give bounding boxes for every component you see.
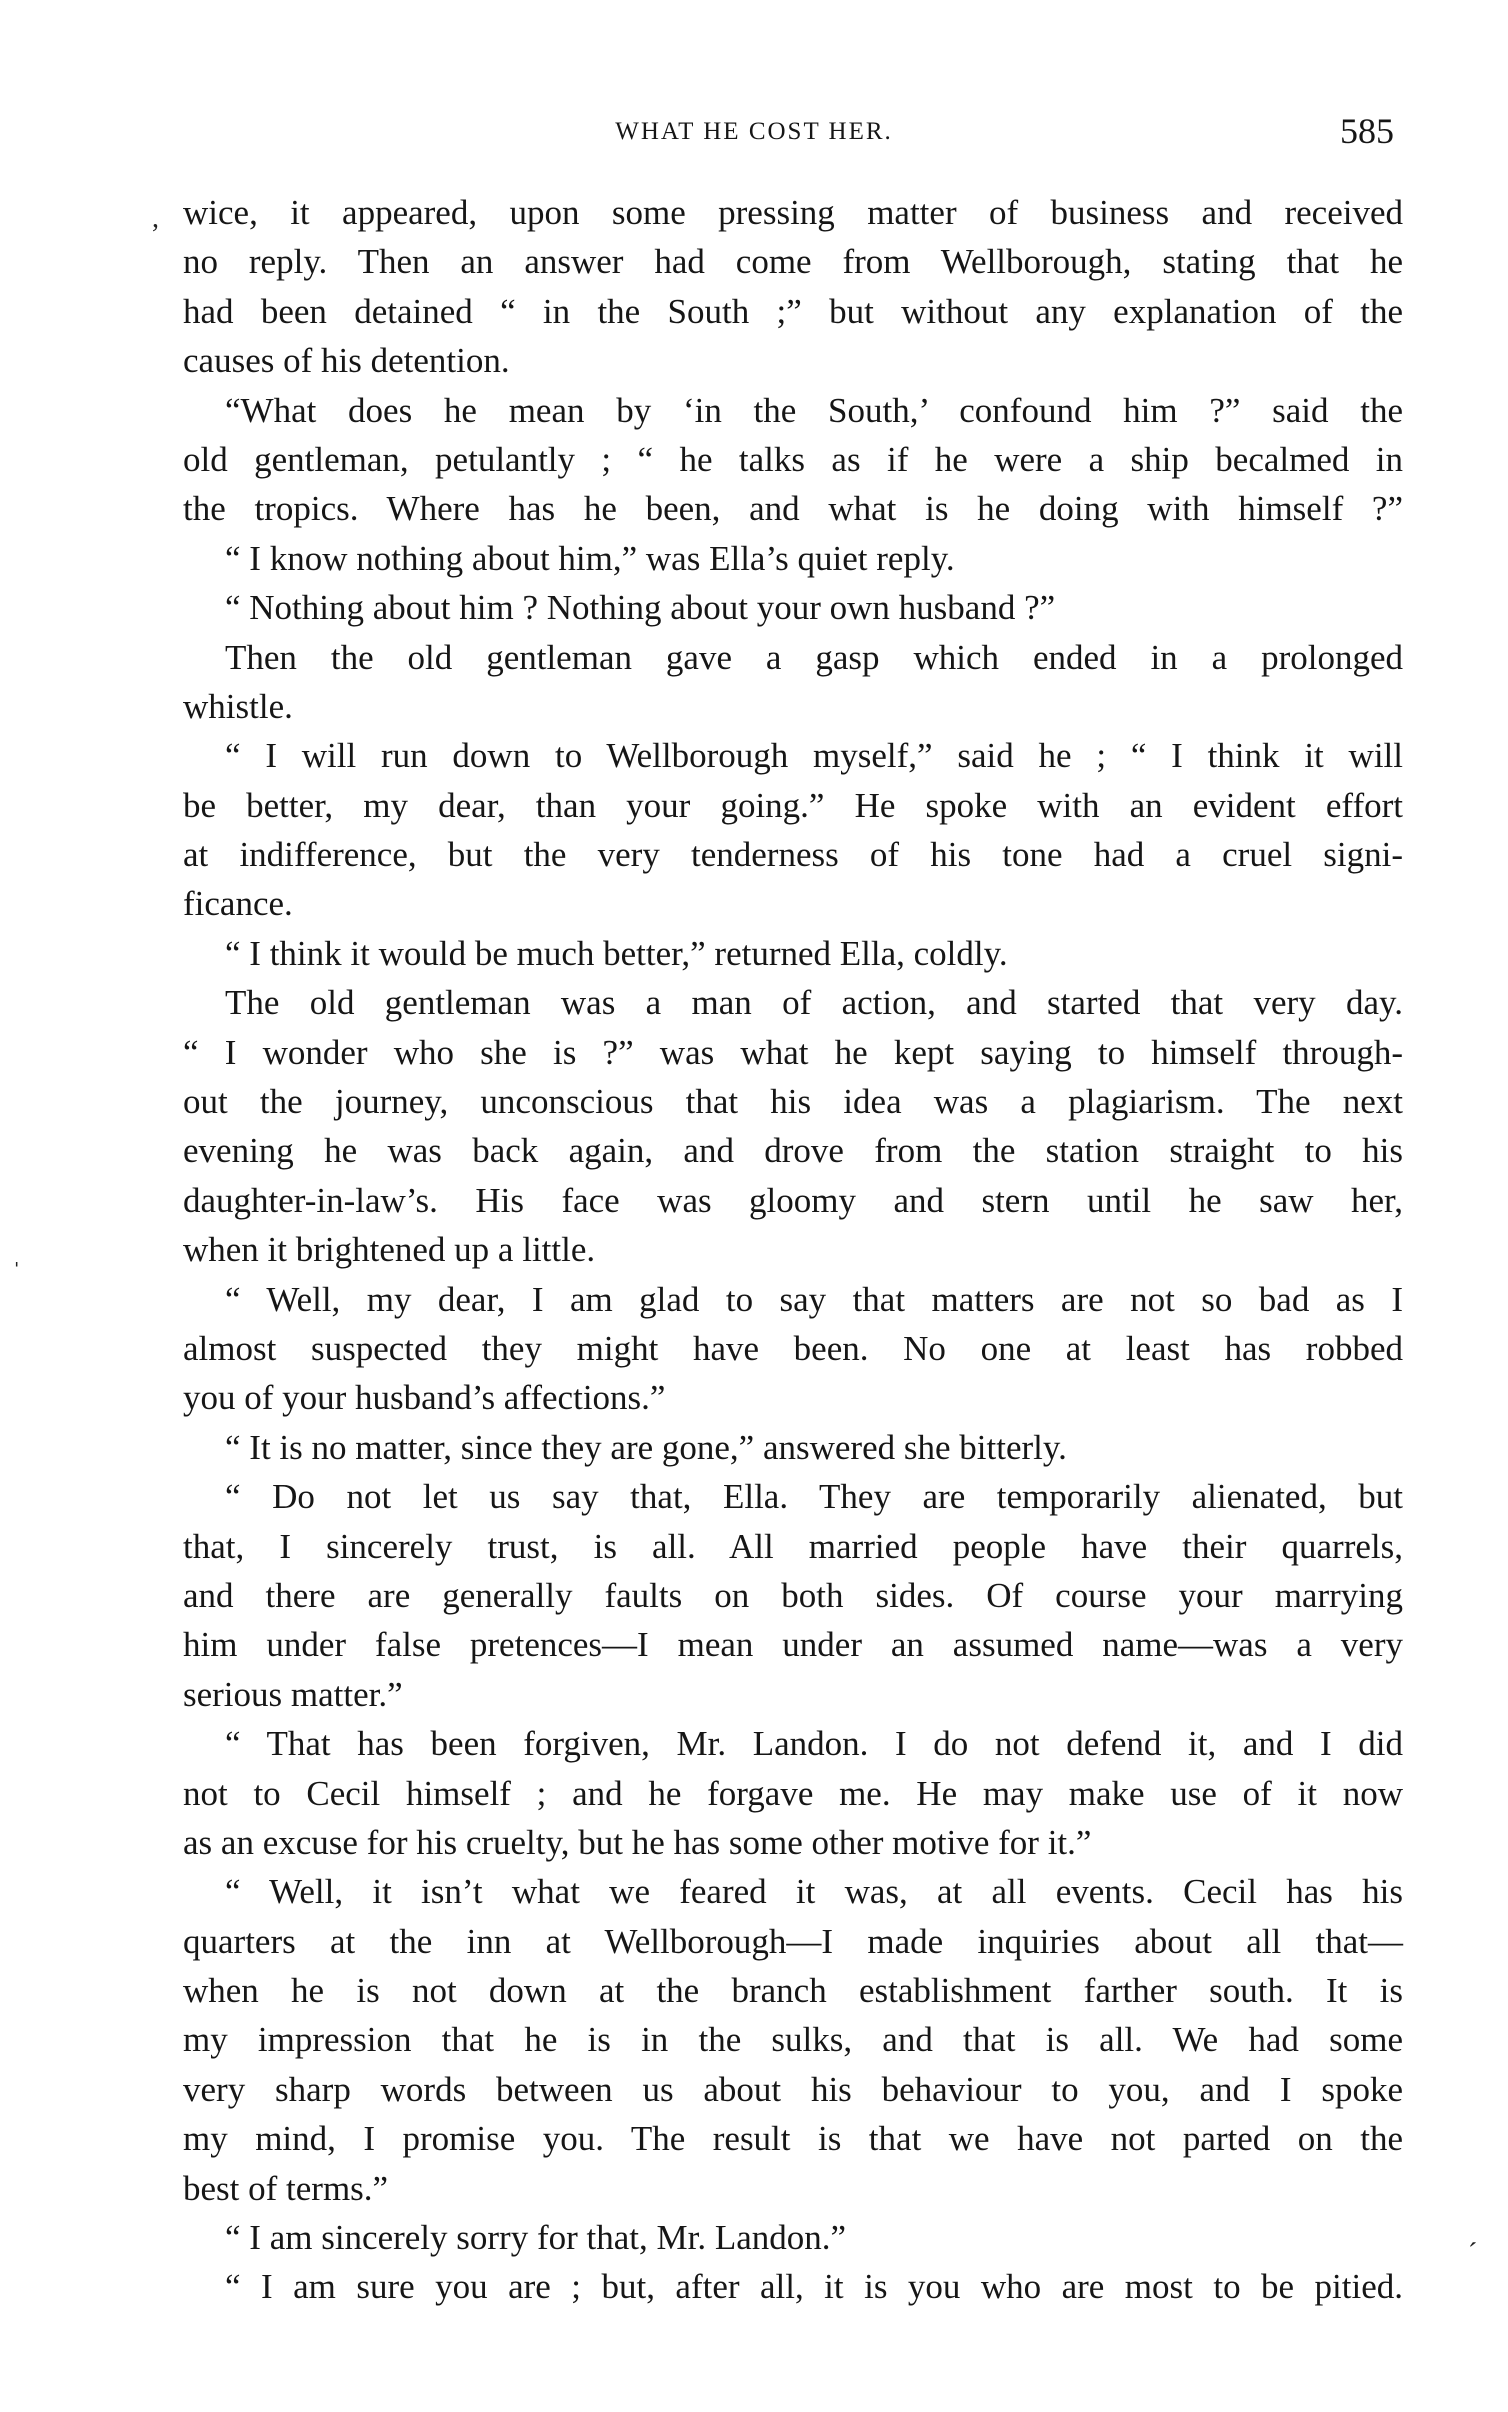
text-line: be better, my dear, than your going.” He spoke with an evident effort (183, 785, 1403, 825)
margin-speck: , (152, 203, 159, 234)
text-line: “ I know nothing about him,” was Ella’s quiet reply. (225, 538, 955, 578)
text-line: whistle. (183, 686, 293, 726)
text-line: “What does he mean by ‘in the South,’ confound him ?” said the (225, 390, 1403, 430)
text-line: you of your husband’s affections.” (183, 1378, 666, 1418)
text-line: had been detained “ in the South ;” but without any explanation of the (183, 291, 1403, 331)
text-line: him under false pretences—I mean under an assumed name—was a very (183, 1625, 1403, 1665)
text-line: “ I am sure you are ; but, after all, it is you who are most to be pitied. (225, 2267, 1403, 2307)
text-line: wice, it appeared, upon some pressing matter of business and received (183, 193, 1403, 232)
text-line: “ It is no matter, since they are gone,” answered she bitterly. (225, 1427, 1067, 1467)
text-line: causes of his detention. (183, 341, 510, 381)
text-line: out the journey, unconscious that his idea was a plagiarism. The next (183, 1082, 1403, 1122)
text-line: my mind, I promise you. The result is that we have not parted on the (183, 2119, 1403, 2159)
text-line: “ I am sincerely sorry for that, Mr. Landon.” (225, 2218, 847, 2258)
text-line: “ That has been forgiven, Mr. Landon. I do not defend it, and I did (225, 1724, 1403, 1764)
text-line: “ Well, my dear, I am glad to say that matters are not so bad as I (225, 1279, 1403, 1319)
text-line: old gentleman, petulantly ; “ he talks as if he were a ship becalmed in (183, 439, 1403, 479)
text-line: daughter-in-law’s. His face was gloomy and stern until he saw her, (183, 1180, 1403, 1220)
text-line: as an excuse for his cruelty, but he has some other motive for it.” (183, 1822, 1092, 1862)
text-line: “ I wonder who she is ?” was what he kept saying to himself through- (183, 1032, 1403, 1072)
margin-speck: ˊ (1468, 2238, 1478, 2269)
text-line: not to Cecil himself ; and he forgave me. He may make use of it now (183, 1773, 1403, 1813)
text-line: serious matter.” (183, 1674, 403, 1714)
text-line: and there are generally faults on both sides. Of course your marrying (183, 1575, 1403, 1615)
text-line: no reply. Then an answer had come from Wellborough, stating that he (183, 242, 1403, 282)
text-line: very sharp words between us about his behaviour to you, and I spoke (183, 2069, 1403, 2109)
text-line: “ Do not let us say that, Ella. They are temporarily alienated, but (225, 1477, 1403, 1517)
text-line: Then the old gentleman gave a gasp which ended in a prolonged (225, 637, 1403, 677)
running-title: WHAT HE COST HER. (615, 118, 893, 145)
text-line: when he is not down at the branch establishment farther south. It is (183, 1971, 1403, 2011)
text-line: “ Well, it isn’t what we feared it was, at all events. Cecil has his (225, 1872, 1403, 1912)
body-text (183, 188, 1403, 2312)
text-line: almost suspected they might have been. No one at least has robbed (183, 1328, 1403, 1368)
page-number: 585 (1340, 111, 1394, 151)
text-line: “ Nothing about him ? Nothing about your own husband ?” (225, 588, 1056, 628)
text-line: The old gentleman was a man of action, and started that very day. (225, 983, 1403, 1023)
margin-speck: ˈ (12, 1258, 22, 1289)
text-line: quarters at the inn at Wellborough—I made inquiries about all that— (183, 1921, 1403, 1961)
text-line: when it brightened up a little. (183, 1230, 596, 1270)
text-line: at indifference, but the very tenderness of his tone had a cruel signi- (183, 835, 1403, 875)
text-line: best of terms.” (183, 2168, 389, 2208)
text-line: evening he was back again, and drove from the station straight to his (183, 1131, 1403, 1171)
text-line: my impression that he is in the sulks, and that is all. We had some (183, 2020, 1403, 2060)
text-line: that, I sincerely trust, is all. All married people have their quarrels, (183, 1526, 1403, 1566)
text-line: the tropics. Where has he been, and what is he doing with himself ?” (183, 489, 1403, 529)
text-line: “ I will run down to Wellborough myself,” said he ; “ I think it will (225, 736, 1403, 776)
text-line: ficance. (183, 884, 293, 924)
text-line: “ I think it would be much better,” returned Ella, coldly. (225, 933, 1008, 973)
